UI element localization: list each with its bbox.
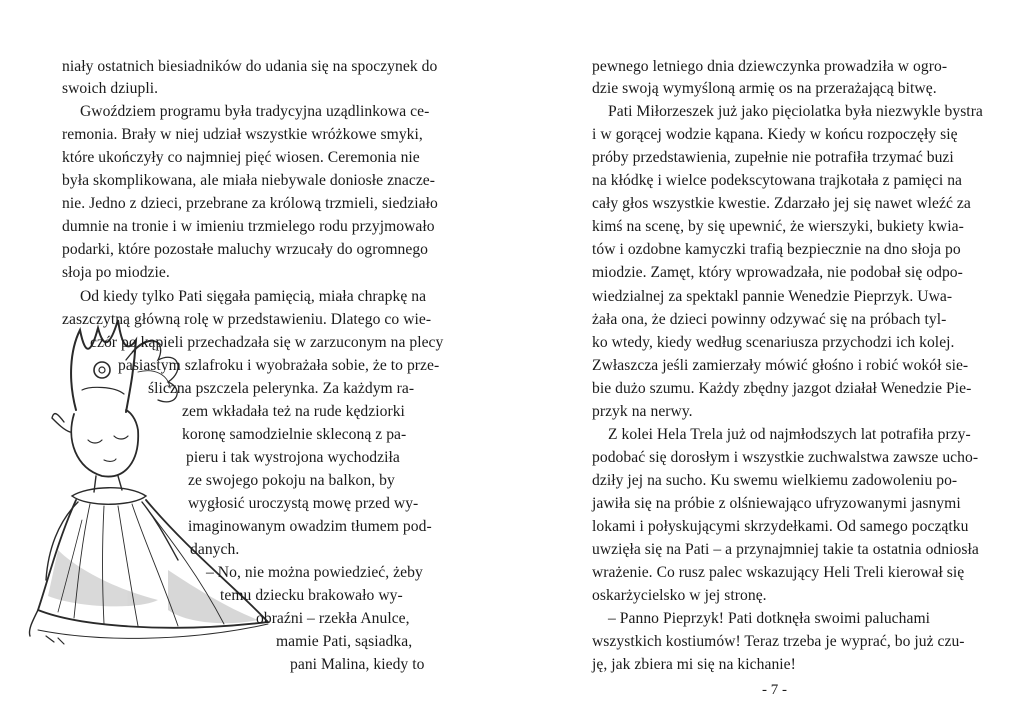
text-line: podarki, które pozostałe maluchy wrzucały do ogromnego (62, 241, 429, 258)
text-line: ze swojego pokoju na balkon, by (188, 472, 395, 489)
text-line: uwzięła się na Pati – a przynajmniej takie ta ostatnia odniosła (592, 541, 979, 558)
text-line: przyk na nerwy. (592, 403, 693, 420)
text-line: pewnego letniego dnia dziewczynka prowadziła w ogro- (592, 58, 948, 75)
text-line: – No, nie można powiedzieć, żeby (206, 564, 423, 581)
text-line: śliczna pszczela pelerynka. Za każdym ra- (148, 380, 415, 397)
text-line: Zwłaszcza jeśli zamierzały mówić głośno i robić wokół sie- (592, 357, 969, 374)
text-line: ko wtedy, kiedy według scenariusza przychodzi ich kolej. (592, 334, 955, 351)
text-line: koronę samodzielnie skleconą z pa- (182, 426, 407, 443)
text-line: swoich dziupli. (62, 80, 159, 97)
text-line: imaginowanym owadzim tłumem pod- (188, 518, 432, 535)
text-line: lokami i połyskującymi skrzydełkami. Od samego początku (592, 518, 969, 535)
right-page (512, 0, 1024, 702)
text-line: pieru i tak wystrojona wychodziła (186, 449, 400, 466)
text-line: zem wkładała też na rude kędziorki (182, 403, 405, 420)
text-line: była skomplikowana, ale miała niebywale doniosłe znacze- (62, 172, 436, 189)
text-line: pasiastym szlafroku i wyobrażała sobie, że to prze- (118, 357, 440, 374)
text-line: obraźni – rzekła Anulce, (256, 610, 410, 627)
text-line: dziły jej na sucho. Ku swemu wielkiemu zadowoleniu po- (592, 472, 958, 489)
text-line: mamie Pati, sąsiadka, (276, 633, 413, 650)
text-line: Z kolei Hela Trela już od najmłodszych lat potrafiła przy- (608, 426, 971, 443)
text-line: wiedzialnej za spektakl pannie Wenedzie Pieprzyk. Uwa- (592, 288, 953, 305)
text-line: dzie swoją wymyśloną armię os na przerażającą bitwę. (592, 80, 937, 97)
page-number: - 7 - (762, 682, 787, 698)
text-line: żała ona, że dzieci powinny odzywać się na próbach tyl- (592, 311, 947, 328)
text-line: wrażenie. Co rusz palec wskazujący Heli Treli kierował się (592, 564, 965, 581)
text-line: cały głos wszystkie kwestie. Zdarzało jej się nawet wleźć za (592, 195, 971, 212)
text-line: danych. (190, 541, 240, 558)
text-line: niały ostatnich biesiadników do udania się na spoczynek do (62, 58, 438, 75)
text-line: i w gorącej wodzie kąpana. Kiedy w końcu rozpoczęły się (592, 126, 958, 143)
text-line: temu dziecku brakowało wy- (220, 587, 403, 604)
text-line: które ukończyły co najmniej pięć wiosen. Ceremonia nie (62, 149, 420, 166)
text-line: słoja po miodzie. (62, 264, 170, 281)
text-line: nie. Jedno z dzieci, przebrane za królową trzmieli, siedziało (62, 195, 438, 212)
text-line: na kłódkę i wielce podekscytowana trajkotała z pamięci na (592, 172, 963, 189)
text-line: kimś na scenę, by się upewnić, że wierszyki, bukiety kwia- (592, 218, 964, 235)
text-line: Gwoździem programu była tradycyjna uządlinkowa ce- (80, 103, 430, 120)
text-line: zaszczytną główną rolę w przedstawieniu. Dlatego co wie- (62, 311, 432, 328)
text-line: czór po kąpieli przechadzała się w zarzuconym na plecy (90, 334, 444, 351)
text-line: remonia. Brały w niej udział wszystkie wróżkowe smyki, (62, 126, 423, 143)
text-line: Pati Miłorzeszek już jako pięciolatka była niezwykle bystra (608, 103, 983, 120)
text-line: Od kiedy tylko Pati sięgała pamięcią, miała chrapkę na (80, 288, 427, 305)
text-line: tów i ozdobne kamyczki trafią bezpiecznie na dno słoja po (592, 241, 961, 258)
text-line: wszystkich kostiumów! Teraz trzeba je wyprać, bo już czu- (592, 633, 965, 650)
text-line: pani Malina, kiedy to (290, 656, 425, 673)
text-line: wygłosić uroczystą mowę przed wy- (188, 495, 419, 512)
text-line: ję, jak zbiera mi się na kichanie! (592, 656, 796, 673)
text-line: – Panno Pieprzyk! Pati dotknęła swoimi paluchami (608, 610, 931, 627)
text-line: miodzie. Zamęt, który wprowadzała, nie podobał się odpo- (592, 264, 963, 281)
text-line: oskarżycielsko w jej stronę. (592, 587, 767, 604)
text-line: jawiła się na próbie z olśniewająco ufryzowanymi jasnymi (592, 495, 961, 512)
text-line: dumnie na tronie i w imieniu trzmielego rodu przyjmowało (62, 218, 435, 235)
text-line: podobać się dorosłym i wszystkie zuchwalstwa zawsze ucho- (592, 449, 979, 466)
text-line: bie dużo szumu. Każdy zbędny jazgot działał Wenedzie Pie- (592, 380, 972, 397)
text-line: próby przedstawienia, zupełnie nie potrafiła trzymać buzi (592, 149, 954, 166)
